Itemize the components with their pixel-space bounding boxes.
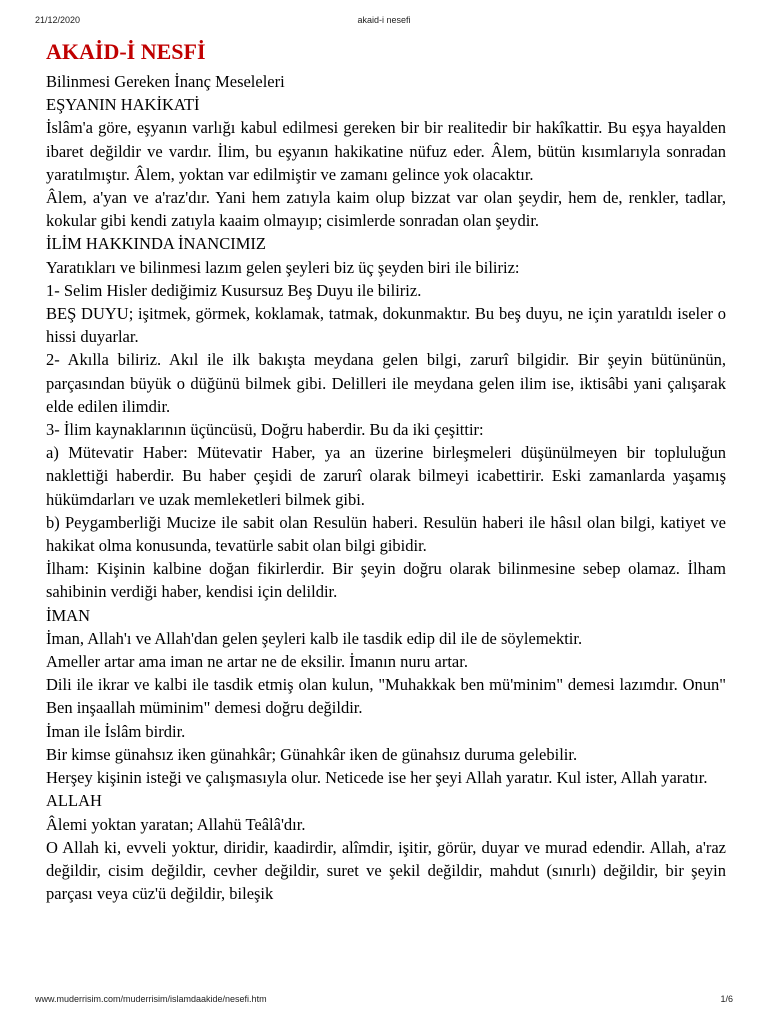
paragraph: Ameller artar ama iman ne artar ne de eksilir. İmanın nuru artar. xyxy=(46,652,468,672)
paragraph: BEŞ DUYU; işitmek, görmek, koklamak, tatmak, dokunmaktır. Bu beş duyu, ne için yaratıldı iseler o hissi duyarlar. xyxy=(46,304,726,347)
paragraph: Bir kimse günahsız iken günahkâr; Günahkâr iken de günahsız duruma gelebilir. xyxy=(46,744,578,764)
paragraph: Âlemi yoktan yaratan; Allahü Teâlâ'dır. xyxy=(46,814,306,834)
paragraph: Herşey kişinin isteği ve çalışmasıyla olur. Neticede ise her şeyi Allah yaratır. Kul ister, Allah yaratır. xyxy=(46,768,708,788)
paragraph: İman, Allah'ı ve Allah'dan gelen şeyleri kalb ile tasdik edip dil ile de söylemektir. xyxy=(46,628,583,648)
print-date: 21/12/2020 xyxy=(35,15,81,25)
document-subtitle: Bilinmesi Gereken İnanç Meseleleri xyxy=(46,72,285,91)
document-title: AKAİD-İ NESFİ xyxy=(46,39,206,64)
print-page-title: akaid-i nesefi xyxy=(357,15,411,25)
paragraph: 2- Akılla biliriz. Akıl ile ilk bakışta meydana gelen bilgi, zarurî bilgidir. Bir şeyin bütününün, parçasından büyük o düğünü bilmek gibi. Delilleri ile meydana gelen ilim ise, iktisâbi yani çalışarak elde edilen ilimdir. xyxy=(46,350,726,416)
section-heading-esyanin-hakikati: EŞYANIN HAKİKATİ xyxy=(46,95,200,115)
paragraph: O Allah ki, evveli yoktur, diridir, kaadirdir, alîmdir, işitir, görür, duyar ve murad edendir. Allah, a'raz değildir, cisim değildir, cevher değildir, suret ve şekil değildir, mahdut (sınırlı) değildir, bir şeyin parçası veya cüz'ü değildir, bileşik xyxy=(46,837,726,904)
paragraph: Yaratıkları ve bilinmesi lazım gelen şeyleri biz üç şeyden biri ile biliriz: xyxy=(46,257,520,277)
section-heading-ilim-hakkinda: İLİM HAKKINDA İNANCIMIZ xyxy=(46,234,266,254)
paragraph: b) Peygamberliği Mucize ile sabit olan Resulün haberi. Resulün haberi ile hâsıl olan bilgi, katiyet ve hakikat olma konusunda, tevatürle sabit olan bilgi gibidir. xyxy=(46,512,726,556)
paragraph: İman ile İslâm birdir. xyxy=(46,721,186,741)
page-number: 1/6 xyxy=(720,994,733,1004)
document-body xyxy=(46,34,726,905)
paragraph: İslâm'a göre, eşyanın varlığı kabul edilmesi gereken bir bir realitedir bir hakîkattir. Bu eşya hayalden ibaret değildir ve vardır. İlim, bu eşyanın hakikatine nüfuz eder. Âlem, bütün kısımlarıyla sonradan yaratılmıştır. Âlem, yoktan var edilmiştir ve zamanı gelince yok olacaktır. xyxy=(46,118,726,184)
section-heading-allah: ALLAH xyxy=(46,791,102,811)
paragraph: Âlem, a'yan ve a'raz'dır. Yani hem zatıyla kaim olup bizzat var olan şeydir, hem de, renkler, tadlar, kokular gibi kendi zatıyla kaaim olmayıp; cisimlerde sonradan olan şeydir. xyxy=(46,188,726,231)
paragraph: İlham: Kişinin kalbine doğan fikirlerdir. Bir şeyin doğru olarak bilinmesine sebep olamaz. İlham sahibinin verdiği haber, kendisi için delildir. xyxy=(46,559,726,602)
paragraph: 1- Selim Hisler dediğimiz Kusursuz Beş Duyu ile biliriz. xyxy=(46,280,422,300)
paragraph: a) Mütevatir Haber: Mütevatir Haber, ya an üzerine birleşmeleri düşünülmeyen bir topluluğun naklettiği haberdir. Bu haber çeşidi de zarurî olarak bilmeyi icabettirir. Eski zamanlarda yaşamış hükümdarları ve uzak memleketleri bilmek gibi. xyxy=(46,443,726,509)
print-url: www.muderrisim.com/muderrisim/islamdaakide/nesefi.htm xyxy=(35,994,267,1004)
section-heading-iman: İMAN xyxy=(46,605,90,625)
paragraph: Dili ile ikrar ve kalbi ile tasdik etmiş olan kulun, "Muhakkak ben mü'minim" demesi lazımdır. Onun" Ben inşaallah müminim" demesi doğru değildir. xyxy=(46,675,726,718)
paragraph: 3- İlim kaynaklarının üçüncüsü, Doğru haberdir. Bu da iki çeşittir: xyxy=(46,420,484,440)
